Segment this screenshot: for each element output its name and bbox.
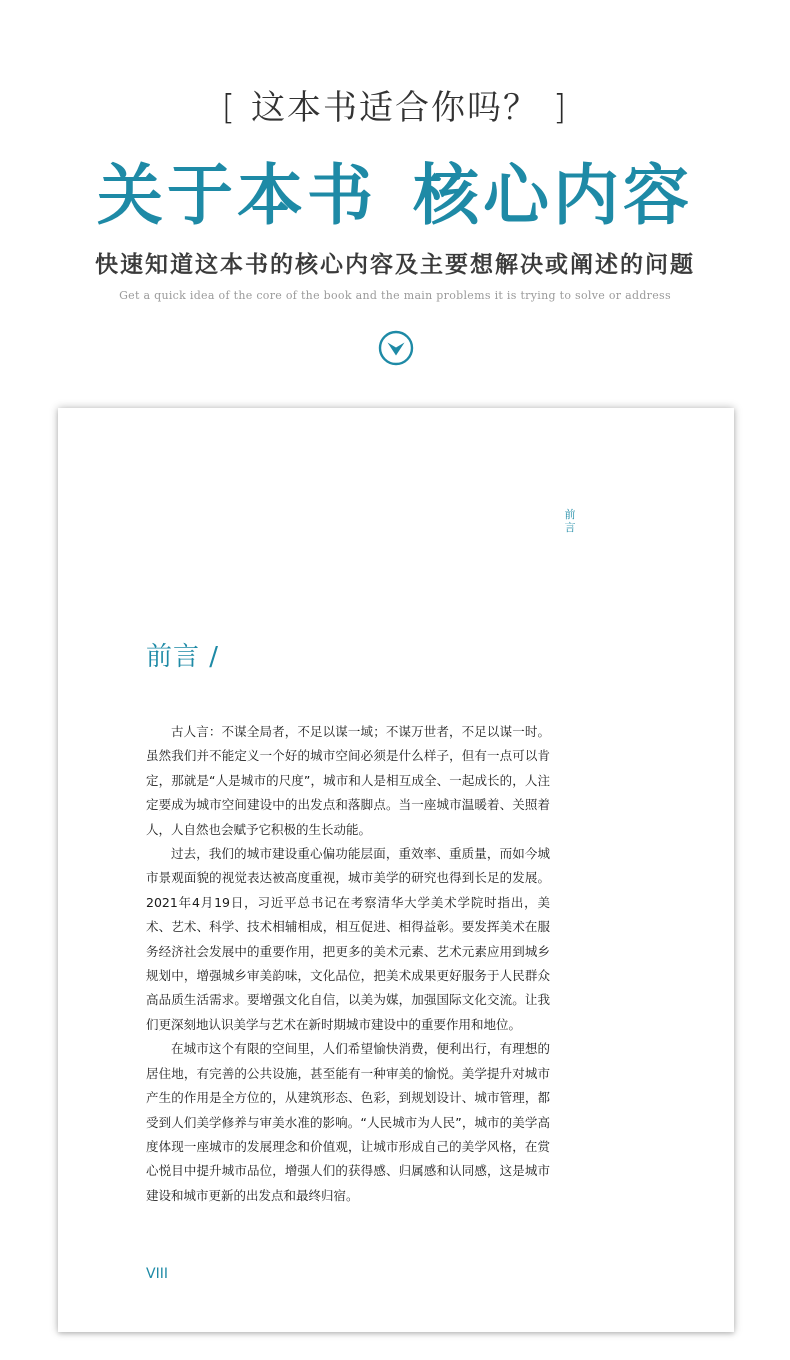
- paragraph: 过去，我们的城市建设重心偏功能层面，重效率、重质量，而如今城市景观面貌的视觉表达被高度重视，城市美学的研究也得到长足的发展。2021年4月19日，习近平总书记在考察清华大学美术学院时指出，美术、艺术、科学、技术相辅相成，相互促进、相得益彰。要发挥美术在服务经济社会发展中的重要作用，把更多的美术元素、艺术元素应用到城乡规划中，增强城乡审美韵味，文化品位，把美术成果更好服务于人民群众高品质生活需求。要增强文化自信，以美为媒，加强国际文化交流。让我们更深刻地认识美学与艺术在新时期城市建设中的重要作用和地位。: [146, 846, 550, 1032]
- main-title-part1: 关于本书: [97, 156, 377, 234]
- body-text: [146, 720, 550, 1208]
- page-heading: 前言 /: [146, 642, 220, 672]
- paragraph: 古人言：不谋全局者，不足以谋一域；不谋万世者，不足以谋一时。虽然我们并不能定义一个好的城市空间必须是什么样子，但有一点可以肯定，那就是“人是城市的尺度”，城市和人是相互成全、一起成长的，人注定要成为城市空间建设中的出发点和落脚点。当一座城市温暖着、关照着人，人自然也会赋予它积极的生长动能。: [146, 724, 550, 837]
- question-text: 这本书适合你吗？: [251, 88, 539, 128]
- side-tab: 前言: [564, 508, 576, 534]
- page-number: VIII: [146, 1266, 168, 1282]
- bracket-left: [: [221, 88, 237, 128]
- main-title-part2: 核心内容: [413, 156, 693, 234]
- subtitle: 快速知道这本书的核心内容及主要想解决或阐述的问题: [95, 251, 695, 278]
- main-title: [0, 142, 790, 237]
- subtitle-english: Get a quick idea of the core of the book and the main problems it is trying to solve or address: [119, 289, 671, 302]
- header: [0, 0, 790, 400]
- bracket-right: ]: [553, 88, 569, 128]
- chevron-down-circle-icon[interactable]: [378, 330, 414, 366]
- book-page: [58, 408, 734, 1332]
- question-line: [0, 80, 790, 129]
- paragraph: 在城市这个有限的空间里，人们希望愉快消费，便利出行，有理想的居住地，有完善的公共设施，甚至能有一种审美的愉悦。美学提升对城市产生的作用是全方位的，从建筑形态、色彩，到规划设计、城市管理，都受到人们美学修养与审美水准的影响。“人民城市为人民”，城市的美学高度体现一座城市的发展理念和价值观，让城市形成自己的美学风格，在赏心悦目中提升城市品位，增强人们的获得感、归属感和认同感，这是城市建设和城市更新的出发点和最终归宿。: [146, 1041, 550, 1203]
